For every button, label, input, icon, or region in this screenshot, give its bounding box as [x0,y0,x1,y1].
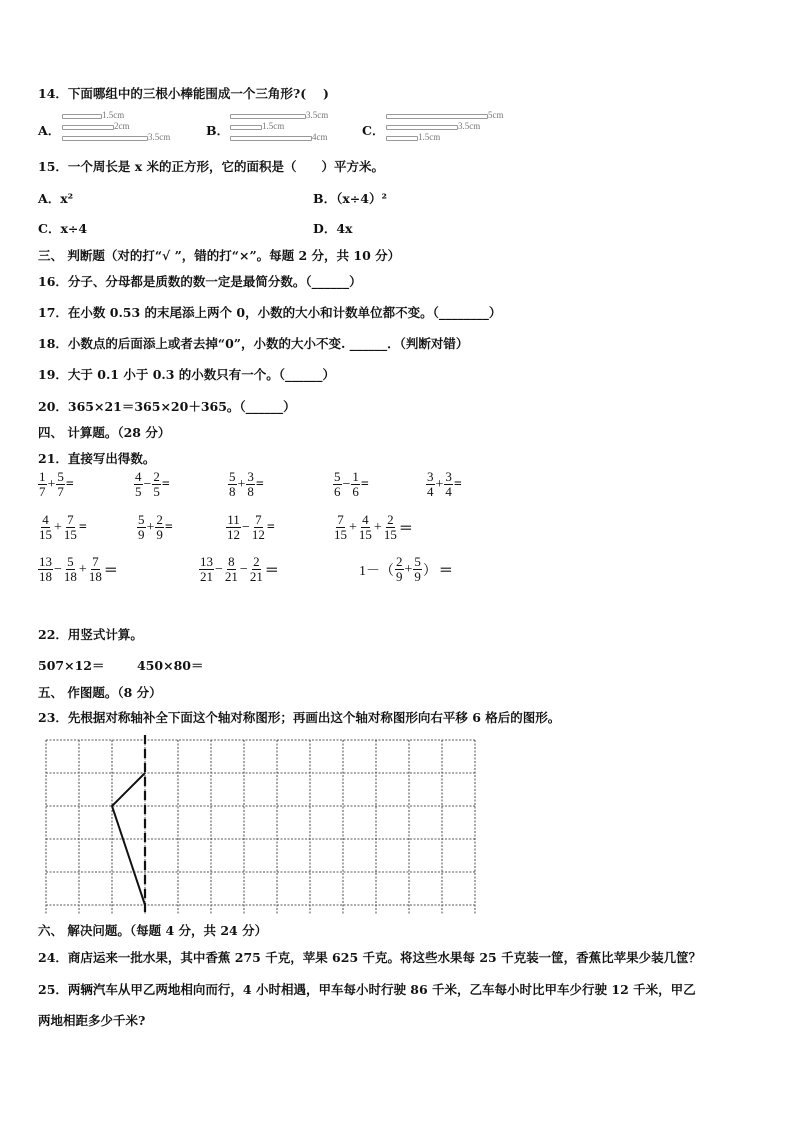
denominator: 15 [358,527,372,542]
option-label: A． [38,123,61,138]
operator: − [215,561,223,577]
denominator: 21 [249,569,263,584]
stick [62,136,148,141]
numerator: 5 [138,512,145,527]
equals-sign: = [78,519,87,535]
fraction [249,555,264,584]
stick [62,125,114,130]
numerator: 5 [414,554,421,569]
stick-length: 2cm [114,121,130,131]
q21-expression [358,555,454,584]
fraction [38,470,47,499]
operator: + [54,519,62,535]
stick [62,114,102,119]
numerator: 2 [153,469,160,484]
stick [230,136,312,141]
numerator: 11 [227,512,240,527]
fraction [251,513,266,542]
q22-text: 22．用竖式计算。 [38,627,143,642]
fraction [333,513,348,542]
denominator: 9 [156,527,163,542]
denominator: 8 [247,484,254,499]
q21-expression [333,470,370,499]
fraction [413,555,422,584]
fraction [246,470,255,499]
operator: + [349,519,357,535]
stick [230,114,306,119]
q21-expression [426,470,463,499]
denominator: 5 [153,484,160,499]
numerator: 7 [92,554,99,569]
denominator: 5 [135,484,142,499]
section-3-heading: 三、 判断题（对的打“√ ”，错的打“×”。每题 2 分，共 10 分） [38,248,401,263]
fraction [358,513,373,542]
denominator: 6 [334,484,341,499]
stick-length: 4cm [312,132,328,142]
numerator: 1 [352,469,359,484]
q22-expression-1: 507×12＝ [38,658,105,673]
denominator: 15 [334,527,347,542]
denominator: 12 [227,527,240,542]
numerator: 5 [67,554,74,569]
grid-lines [46,740,475,915]
numerator: 13 [200,554,213,569]
stick [386,114,488,119]
equals-sign: ＝ [438,563,453,579]
numerator: 8 [228,554,235,569]
equals-sign: = [255,476,264,492]
stick-length: 1.5cm [262,121,285,131]
equals-sign: = [360,476,369,492]
numerator: 4 [135,469,142,484]
stick-length: 5cm [488,110,504,120]
q24-text: 24．商店运来一批水果，其中香蕉 275 千克，苹果 625 千克。将这些水果每 25 千克装一筐，香蕉比苹果少装几筐？ [38,950,702,965]
fraction [38,513,53,542]
q18-text: 18．小数点的后面添上或者去掉“0”，小数的大小不变. ______．（判断对错） [38,336,469,351]
equals-sign: = [65,476,74,492]
denominator: 6 [352,484,359,499]
q15-text: 15．一个周长是 x 米的正方形，它的面积是（ ）平方米。 [38,159,385,174]
denominator: 8 [229,484,236,499]
fraction [444,470,453,499]
stick-length: 3.5cm [458,121,481,131]
operator: ） [422,563,437,579]
q21-expression [228,470,265,499]
denominator: 4 [427,484,434,499]
denominator: 7 [39,484,46,499]
numerator: 3 [427,469,434,484]
denominator: 18 [39,569,52,584]
operator: − [342,476,351,492]
equals-sign: = [453,476,462,492]
numerator: 3 [445,469,452,484]
q22-expression-2: 450×80＝ [137,658,204,673]
section-4-heading: 四、 计算题。（28 分） [38,425,171,440]
q14-text: 14．下面哪组中的三根小棒能围成一个三角形?( ) [38,86,329,101]
denominator: 21 [200,569,213,584]
q15-option-b[interactable]: B．（x÷4）² [313,191,387,206]
denominator: 15 [63,527,77,542]
numerator: 2 [396,554,403,569]
equals-sign: ＝ [103,563,118,579]
stick-length: 3.5cm [306,110,329,120]
numerator: 5 [334,469,341,484]
fraction [134,470,143,499]
denominator: 9 [138,527,145,542]
stick-length: 1.5cm [418,132,441,142]
q20-text: 20．365×21＝365×20＋365。（______） [38,399,296,414]
denominator: 15 [39,527,52,542]
fraction [224,555,239,584]
q21-expression [134,470,171,499]
operator: 1－（ [359,563,394,579]
q21-expression [226,513,276,542]
q17-text: 17．在小数 0.53 的末尾添上两个 0，小数的大小和计数单位都不变。（________） [38,305,502,320]
q21-text: 21．直接写出得数。 [38,451,156,466]
fraction [88,555,103,584]
fraction [426,470,435,499]
stick [386,125,458,130]
numerator: 13 [39,554,52,569]
stick [386,136,418,141]
stick-length: 1.5cm [102,110,125,120]
fraction [199,555,214,584]
option-label: B． [206,123,230,138]
q25-text-line2: 两地相距多少千米? [38,1013,146,1028]
fraction [155,513,164,542]
numerator: 3 [247,469,254,484]
denominator: 21 [224,569,238,584]
operator: − [143,476,152,492]
q23-grid [40,735,485,915]
stick [230,125,262,130]
fraction [383,513,398,542]
section-5-heading: 五、 作图题。（8 分） [38,685,162,700]
numerator: 4 [42,512,49,527]
q15-option-a[interactable]: A．x² [38,191,74,206]
operator: + [404,561,413,577]
fraction [226,513,241,542]
numerator: 5 [229,469,236,484]
operator: − [242,519,250,535]
section-6-heading: 六、 解决问题。（每题 4 分，共 24 分） [38,923,268,938]
denominator: 15 [383,527,397,542]
operator: + [146,519,155,535]
q15-option-c[interactable]: C．x÷4 [38,221,88,236]
equals-sign: ＝ [398,521,413,537]
denominator: 7 [57,484,64,499]
operator: − [239,561,248,577]
equals-sign: ＝ [264,563,279,579]
operator: − [54,561,62,577]
fraction [351,470,360,499]
numerator: 2 [387,512,394,527]
denominator: 9 [414,569,421,584]
operator: + [435,476,444,492]
numerator: 5 [57,469,64,484]
q23-text: 23．先根据对称轴补全下面这个轴对称图形；再画出这个轴对称图形向右平移 6 格后的图形。 [38,710,561,725]
denominator: 18 [63,569,77,584]
q21-expression [38,555,119,584]
operator: + [47,476,56,492]
q16-text: 16．分子、分母都是质数的数一定是最简分数。（______） [38,274,362,289]
numerator: 4 [362,512,369,527]
fraction [395,555,404,584]
fraction [333,470,342,499]
fraction [63,555,78,584]
q21-expression [137,513,174,542]
fraction [228,470,237,499]
fraction [137,513,146,542]
equals-sign: = [266,519,275,535]
operator: + [78,561,87,577]
denominator: 12 [251,527,265,542]
denominator: 9 [396,569,403,584]
equals-sign: = [161,476,170,492]
denominator: 18 [88,569,102,584]
numerator: 2 [156,512,163,527]
fraction [56,470,65,499]
q15-option-d[interactable]: D．4x [313,221,353,236]
q21-expression [38,470,75,499]
operator: + [373,519,382,535]
numerator: 1 [39,469,46,484]
q19-text: 19．大于 0.1 小于 0.3 的小数只有一个。（______） [38,367,336,382]
operator: + [237,476,246,492]
stick-length: 3.5cm [148,132,171,142]
option-label: C． [362,123,385,138]
equals-sign: = [164,519,173,535]
numerator: 7 [67,512,74,527]
fraction [152,470,161,499]
q21-expression [333,513,414,542]
q25-text-line1: 25．两辆汽车从甲乙两地相向而行，4 小时相遇，甲车每小时行驶 86 千米，乙车每小时比甲车少行驶 12 千米，甲乙 [38,982,696,997]
fraction [63,513,78,542]
numerator: 2 [253,554,260,569]
numerator: 7 [337,512,344,527]
fraction [38,555,53,584]
q21-expression [38,513,88,542]
q21-expression [199,555,280,584]
denominator: 4 [445,484,452,499]
numerator: 7 [255,512,262,527]
